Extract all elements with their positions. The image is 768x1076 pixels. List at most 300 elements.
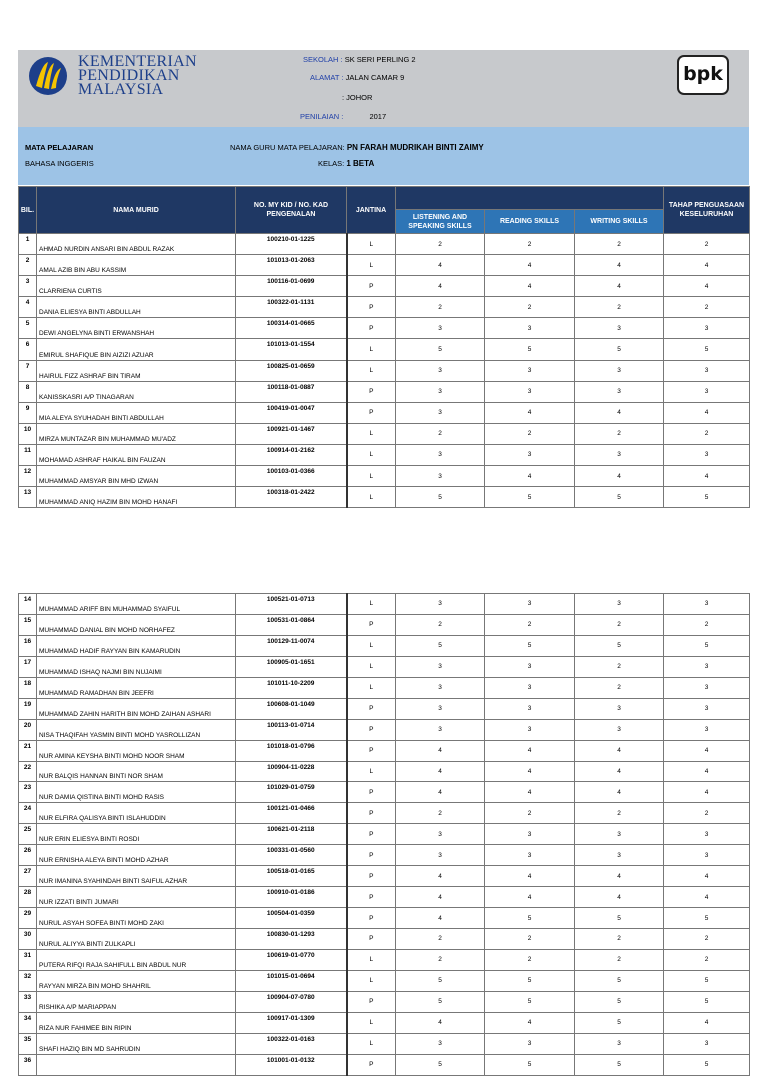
cell-writing: 4 bbox=[575, 276, 664, 297]
cell-listening: 4 bbox=[396, 255, 485, 276]
cell-reading: 3 bbox=[485, 444, 575, 465]
cell-jantina: L bbox=[347, 423, 396, 444]
cell-bil: 3 bbox=[19, 276, 37, 297]
cell-kid: 100210-01-1225 bbox=[236, 234, 347, 255]
cell-listening: 3 bbox=[396, 402, 485, 423]
cell-writing: 3 bbox=[575, 360, 664, 381]
cell-jantina: L bbox=[347, 656, 396, 677]
cell-tahap: 5 bbox=[664, 970, 750, 991]
cell-jantina: P bbox=[347, 614, 396, 635]
col-header-nama: NAMA MURID bbox=[37, 187, 236, 234]
cell-kid: 100322-01-0163 bbox=[236, 1033, 347, 1054]
cell-tahap: 5 bbox=[664, 635, 750, 656]
cell-writing: 2 bbox=[575, 677, 664, 698]
cell-listening: 2 bbox=[396, 614, 485, 635]
cell-listening: 4 bbox=[396, 761, 485, 782]
bpk-logo: bpk bbox=[677, 55, 729, 95]
cell-nama: RIZA NUR FAHIMEE BIN RIPIN bbox=[37, 1012, 236, 1033]
cell-reading: 5 bbox=[485, 991, 575, 1012]
cell-nama: NUR AMINA KEYSHA BINTI MOHD NOOR SHAM bbox=[37, 740, 236, 761]
col-header-reading: READING SKILLS bbox=[485, 210, 575, 234]
cell-nama: MUHAMMAD HADIF RAYYAN BIN KAMARUDIN bbox=[37, 635, 236, 656]
cell-reading: 2 bbox=[485, 297, 575, 318]
cell-listening: 3 bbox=[396, 698, 485, 719]
cell-tahap: 3 bbox=[664, 656, 750, 677]
cell-reading: 2 bbox=[485, 949, 575, 970]
cell-bil: 9 bbox=[19, 402, 37, 423]
table-row bbox=[19, 991, 750, 1012]
cell-nama: AHMAD NURDIN ANSARI BIN ABDUL RAZAK bbox=[37, 234, 236, 255]
cell-kid: 100914-01-2162 bbox=[236, 444, 347, 465]
cell-jantina: P bbox=[347, 782, 396, 803]
kpm-logo-text: KEMENTERIAN PENDIDIKAN MALAYSIA bbox=[78, 53, 197, 98]
cell-bil: 1 bbox=[19, 234, 37, 255]
cell-listening: 3 bbox=[396, 466, 485, 487]
cell-jantina: P bbox=[347, 908, 396, 929]
cell-bil: 11 bbox=[19, 444, 37, 465]
cell-writing: 3 bbox=[575, 845, 664, 866]
table-row bbox=[19, 360, 750, 381]
cell-writing: 3 bbox=[575, 444, 664, 465]
cell-kid: 100921-01-1467 bbox=[236, 423, 347, 444]
cell-bil: 6 bbox=[19, 339, 37, 360]
cell-listening: 4 bbox=[396, 276, 485, 297]
cell-kid: 100322-01-1131 bbox=[236, 297, 347, 318]
cell-listening: 3 bbox=[396, 719, 485, 740]
table-row bbox=[19, 949, 750, 970]
cell-writing: 2 bbox=[575, 234, 664, 255]
cell-bil: 33 bbox=[19, 991, 37, 1012]
cell-nama: DEWI ANGELYNA BINTI ERWANSHAH bbox=[37, 318, 236, 339]
cell-bil: 32 bbox=[19, 970, 37, 991]
cell-writing: 4 bbox=[575, 740, 664, 761]
cell-jantina: P bbox=[347, 803, 396, 824]
cell-jantina: P bbox=[347, 318, 396, 339]
cell-jantina: P bbox=[347, 698, 396, 719]
cell-jantina: P bbox=[347, 402, 396, 423]
sekolah-line: SEKOLAH : SK SERI PERLING 2 bbox=[303, 55, 416, 64]
cell-bil: 21 bbox=[19, 740, 37, 761]
cell-nama: MOHAMAD ASHRAF HAIKAL BIN FAUZAN bbox=[37, 444, 236, 465]
subject-band bbox=[18, 127, 749, 185]
table-row bbox=[19, 381, 750, 402]
table-row bbox=[19, 677, 750, 698]
cell-listening: 2 bbox=[396, 297, 485, 318]
cell-tahap: 4 bbox=[664, 740, 750, 761]
cell-reading: 4 bbox=[485, 761, 575, 782]
cell-nama: NUR ERIN ELIESYA BINTI ROSDI bbox=[37, 824, 236, 845]
cell-tahap: 4 bbox=[664, 866, 750, 887]
cell-tahap: 5 bbox=[664, 908, 750, 929]
cell-nama: SHAFI HAZIQ BIN MD SAHRUDIN bbox=[37, 1033, 236, 1054]
cell-reading: 5 bbox=[485, 635, 575, 656]
cell-jantina: P bbox=[347, 276, 396, 297]
cell-bil: 20 bbox=[19, 719, 37, 740]
cell-listening: 2 bbox=[396, 423, 485, 444]
cell-kid: 100830-01-1293 bbox=[236, 929, 347, 950]
cell-tahap: 2 bbox=[664, 297, 750, 318]
cell-reading: 3 bbox=[485, 594, 575, 615]
table-row bbox=[19, 402, 750, 423]
cell-jantina: P bbox=[347, 824, 396, 845]
cell-nama: RAYYAN MIRZA BIN MOHD SHAHRIL bbox=[37, 970, 236, 991]
cell-reading: 2 bbox=[485, 234, 575, 255]
table-row bbox=[19, 255, 750, 276]
cell-reading: 3 bbox=[485, 318, 575, 339]
cell-listening: 3 bbox=[396, 360, 485, 381]
cell-writing: 4 bbox=[575, 761, 664, 782]
cell-tahap: 4 bbox=[664, 887, 750, 908]
cell-listening: 4 bbox=[396, 1012, 485, 1033]
cell-tahap: 4 bbox=[664, 402, 750, 423]
cell-reading: 3 bbox=[485, 824, 575, 845]
cell-jantina: L bbox=[347, 360, 396, 381]
cell-tahap: 3 bbox=[664, 444, 750, 465]
student-table-page2 bbox=[18, 593, 750, 1076]
cell-tahap: 2 bbox=[664, 614, 750, 635]
cell-bil: 7 bbox=[19, 360, 37, 381]
cell-listening: 2 bbox=[396, 949, 485, 970]
cell-listening: 5 bbox=[396, 339, 485, 360]
cell-reading: 3 bbox=[485, 719, 575, 740]
cell-jantina: L bbox=[347, 949, 396, 970]
cell-writing: 3 bbox=[575, 698, 664, 719]
cell-nama: MIA ALEYA SYUHADAH BINTI ABDULLAH bbox=[37, 402, 236, 423]
kelas-line: KELAS: 1 BETA bbox=[318, 159, 375, 168]
cell-listening: 3 bbox=[396, 318, 485, 339]
cell-jantina: L bbox=[347, 761, 396, 782]
penilaian-line: PENILAIAN : 2017 bbox=[300, 112, 387, 121]
cell-reading: 4 bbox=[485, 1012, 575, 1033]
student-table-page1 bbox=[18, 186, 750, 508]
cell-reading: 3 bbox=[485, 656, 575, 677]
cell-kid: 100608-01-1049 bbox=[236, 698, 347, 719]
cell-nama: PUTERA RIFQI RAJA SAHIFULL BIN ABDUL NUR bbox=[37, 949, 236, 970]
cell-writing: 2 bbox=[575, 929, 664, 950]
cell-kid: 100314-01-0665 bbox=[236, 318, 347, 339]
cell-listening: 5 bbox=[396, 991, 485, 1012]
mata-pelajaran-value: BAHASA INGGERIS bbox=[25, 159, 94, 168]
cell-kid: 100129-11-0074 bbox=[236, 635, 347, 656]
cell-bil: 26 bbox=[19, 845, 37, 866]
table-row bbox=[19, 740, 750, 761]
cell-reading: 3 bbox=[485, 1033, 575, 1054]
cell-listening: 5 bbox=[396, 970, 485, 991]
cell-bil: 19 bbox=[19, 698, 37, 719]
cell-jantina: P bbox=[347, 1054, 396, 1075]
cell-bil: 14 bbox=[19, 594, 37, 615]
cell-nama: HAIRUL FIZZ ASHRAF BIN TIRAM bbox=[37, 360, 236, 381]
cell-bil: 23 bbox=[19, 782, 37, 803]
cell-tahap: 5 bbox=[664, 487, 750, 508]
cell-jantina: P bbox=[347, 845, 396, 866]
table-row bbox=[19, 761, 750, 782]
cell-jantina: L bbox=[347, 339, 396, 360]
cell-kid: 100825-01-0659 bbox=[236, 360, 347, 381]
cell-nama: EMIRUL SHAFIQUE BIN AIZIZI AZUAR bbox=[37, 339, 236, 360]
cell-tahap: 5 bbox=[664, 1054, 750, 1075]
cell-jantina: L bbox=[347, 487, 396, 508]
cell-reading: 4 bbox=[485, 402, 575, 423]
cell-bil: 15 bbox=[19, 614, 37, 635]
cell-bil: 29 bbox=[19, 908, 37, 929]
cell-kid: 100531-01-0864 bbox=[236, 614, 347, 635]
cell-tahap: 5 bbox=[664, 991, 750, 1012]
cell-kid: 100917-01-1309 bbox=[236, 1012, 347, 1033]
cell-tahap: 4 bbox=[664, 276, 750, 297]
cell-nama: RISHIKA A/P MARIAPPAN bbox=[37, 991, 236, 1012]
cell-bil: 36 bbox=[19, 1054, 37, 1075]
cell-reading: 4 bbox=[485, 740, 575, 761]
cell-nama: KANISSKASRI A/P TINAGARAN bbox=[37, 381, 236, 402]
cell-reading: 5 bbox=[485, 339, 575, 360]
table-row bbox=[19, 234, 750, 255]
cell-jantina: L bbox=[347, 635, 396, 656]
col-header-skills-group bbox=[396, 187, 664, 210]
cell-kid: 100910-01-0186 bbox=[236, 887, 347, 908]
cell-jantina: P bbox=[347, 740, 396, 761]
cell-listening: 3 bbox=[396, 677, 485, 698]
cell-kid: 100904-07-0780 bbox=[236, 991, 347, 1012]
cell-bil: 5 bbox=[19, 318, 37, 339]
table-row bbox=[19, 1012, 750, 1033]
cell-listening: 4 bbox=[396, 740, 485, 761]
cell-kid: 100904-11-0228 bbox=[236, 761, 347, 782]
cell-tahap: 4 bbox=[664, 761, 750, 782]
cell-bil: 12 bbox=[19, 466, 37, 487]
cell-jantina: L bbox=[347, 677, 396, 698]
cell-bil: 22 bbox=[19, 761, 37, 782]
cell-jantina: P bbox=[347, 297, 396, 318]
cell-writing: 5 bbox=[575, 487, 664, 508]
cell-reading: 4 bbox=[485, 276, 575, 297]
col-header-writing: WRITING SKILLS bbox=[575, 210, 664, 234]
cell-listening: 2 bbox=[396, 929, 485, 950]
cell-bil: 30 bbox=[19, 929, 37, 950]
cell-jantina: L bbox=[347, 970, 396, 991]
cell-writing: 5 bbox=[575, 635, 664, 656]
cell-kid: 100103-01-0366 bbox=[236, 466, 347, 487]
cell-nama: MUHAMMAD ANIQ HAZIM BIN MOHD HANAFI bbox=[37, 487, 236, 508]
guru-line: NAMA GURU MATA PELAJARAN: PN FARAH MUDRIKAH BINTI ZAIMY bbox=[230, 143, 484, 152]
table-row bbox=[19, 339, 750, 360]
cell-nama: NUR ELFIRA QALISYA BINTI ISLAHUDDIN bbox=[37, 803, 236, 824]
cell-writing: 2 bbox=[575, 656, 664, 677]
cell-listening: 3 bbox=[396, 845, 485, 866]
cell-kid: 100621-01-2118 bbox=[236, 824, 347, 845]
school-header bbox=[18, 50, 749, 127]
cell-jantina: L bbox=[347, 594, 396, 615]
cell-tahap: 3 bbox=[664, 698, 750, 719]
table-row bbox=[19, 614, 750, 635]
cell-kid: 101011-10-2209 bbox=[236, 677, 347, 698]
cell-reading: 4 bbox=[485, 466, 575, 487]
cell-tahap: 3 bbox=[664, 1033, 750, 1054]
cell-jantina: P bbox=[347, 991, 396, 1012]
cell-bil: 13 bbox=[19, 487, 37, 508]
cell-writing: 4 bbox=[575, 466, 664, 487]
col-header-jantina: JANTINA bbox=[347, 187, 396, 234]
cell-bil: 2 bbox=[19, 255, 37, 276]
cell-listening: 4 bbox=[396, 782, 485, 803]
cell-tahap: 2 bbox=[664, 949, 750, 970]
cell-jantina: L bbox=[347, 255, 396, 276]
cell-writing: 3 bbox=[575, 1033, 664, 1054]
cell-kid: 101013-01-1554 bbox=[236, 339, 347, 360]
cell-bil: 25 bbox=[19, 824, 37, 845]
cell-writing: 3 bbox=[575, 381, 664, 402]
cell-writing: 4 bbox=[575, 866, 664, 887]
cell-bil: 27 bbox=[19, 866, 37, 887]
cell-tahap: 4 bbox=[664, 255, 750, 276]
cell-writing: 2 bbox=[575, 614, 664, 635]
table-row bbox=[19, 487, 750, 508]
cell-listening: 4 bbox=[396, 887, 485, 908]
cell-writing: 4 bbox=[575, 887, 664, 908]
cell-kid: 100318-01-2422 bbox=[236, 487, 347, 508]
cell-tahap: 2 bbox=[664, 423, 750, 444]
cell-kid: 100118-01-0887 bbox=[236, 381, 347, 402]
cell-nama: DANIA ELIESYA BINTI ABDULLAH bbox=[37, 297, 236, 318]
cell-bil: 24 bbox=[19, 803, 37, 824]
cell-reading: 4 bbox=[485, 782, 575, 803]
cell-kid: 100619-01-0770 bbox=[236, 949, 347, 970]
cell-listening: 5 bbox=[396, 1054, 485, 1075]
cell-tahap: 3 bbox=[664, 824, 750, 845]
table-row bbox=[19, 1054, 750, 1075]
cell-listening: 2 bbox=[396, 803, 485, 824]
cell-tahap: 3 bbox=[664, 318, 750, 339]
cell-writing: 2 bbox=[575, 803, 664, 824]
table-row bbox=[19, 782, 750, 803]
cell-nama bbox=[37, 1054, 236, 1075]
cell-nama: NURUL ASYAH SOFEA BINTI MOHD ZAKI bbox=[37, 908, 236, 929]
cell-kid: 101015-01-0694 bbox=[236, 970, 347, 991]
cell-tahap: 5 bbox=[664, 339, 750, 360]
col-header-bil: BIL. bbox=[19, 187, 37, 234]
cell-jantina: L bbox=[347, 234, 396, 255]
cell-jantina: P bbox=[347, 719, 396, 740]
alamat-line: ALAMAT : JALAN CAMAR 9 bbox=[310, 73, 405, 82]
cell-listening: 4 bbox=[396, 908, 485, 929]
table-row bbox=[19, 635, 750, 656]
cell-tahap: 3 bbox=[664, 845, 750, 866]
cell-writing: 3 bbox=[575, 824, 664, 845]
cell-kid: 100121-01-0466 bbox=[236, 803, 347, 824]
cell-tahap: 3 bbox=[664, 677, 750, 698]
table-row bbox=[19, 970, 750, 991]
cell-nama: NISA THAQIFAH YASMIN BINTI MOHD YASROLLIZAN bbox=[37, 719, 236, 740]
cell-listening: 2 bbox=[396, 234, 485, 255]
cell-nama: NUR ERNISHA ALEYA BINTI MOHD AZHAR bbox=[37, 845, 236, 866]
cell-listening: 3 bbox=[396, 381, 485, 402]
cell-writing: 5 bbox=[575, 908, 664, 929]
cell-bil: 8 bbox=[19, 381, 37, 402]
col-header-kid: NO. MY KID / NO. KAD PENGENALAN bbox=[236, 187, 347, 234]
cell-bil: 18 bbox=[19, 677, 37, 698]
cell-nama: MUHAMMAD ISHAQ NAJMI BIN NUJAIMI bbox=[37, 656, 236, 677]
cell-bil: 28 bbox=[19, 887, 37, 908]
cell-tahap: 4 bbox=[664, 466, 750, 487]
cell-jantina: P bbox=[347, 381, 396, 402]
cell-nama: CLARRIENA CURTIS bbox=[37, 276, 236, 297]
mata-pelajaran-label: MATA PELAJARAN bbox=[25, 143, 94, 152]
cell-listening: 5 bbox=[396, 635, 485, 656]
cell-reading: 3 bbox=[485, 845, 575, 866]
cell-bil: 35 bbox=[19, 1033, 37, 1054]
cell-kid: 101001-01-0132 bbox=[236, 1054, 347, 1075]
cell-tahap: 4 bbox=[664, 1012, 750, 1033]
cell-reading: 4 bbox=[485, 866, 575, 887]
cell-tahap: 2 bbox=[664, 234, 750, 255]
cell-writing: 4 bbox=[575, 782, 664, 803]
cell-writing: 5 bbox=[575, 1054, 664, 1075]
cell-tahap: 3 bbox=[664, 594, 750, 615]
cell-tahap: 3 bbox=[664, 719, 750, 740]
cell-tahap: 3 bbox=[664, 360, 750, 381]
cell-jantina: L bbox=[347, 466, 396, 487]
cell-reading: 5 bbox=[485, 908, 575, 929]
cell-writing: 2 bbox=[575, 423, 664, 444]
cell-tahap: 2 bbox=[664, 929, 750, 950]
cell-jantina: P bbox=[347, 866, 396, 887]
cell-reading: 2 bbox=[485, 803, 575, 824]
cell-nama: MUHAMMAD RAMADHAN BIN JEEFRI bbox=[37, 677, 236, 698]
cell-kid: 101018-01-0796 bbox=[236, 740, 347, 761]
cell-reading: 5 bbox=[485, 970, 575, 991]
cell-nama: AMAL AZIB BIN ABU KASSIM bbox=[37, 255, 236, 276]
table-row bbox=[19, 845, 750, 866]
cell-writing: 5 bbox=[575, 339, 664, 360]
alamat-line-2: : JOHOR bbox=[342, 93, 373, 102]
table-row bbox=[19, 908, 750, 929]
table-row bbox=[19, 297, 750, 318]
table-row bbox=[19, 803, 750, 824]
table-row bbox=[19, 929, 750, 950]
cell-listening: 3 bbox=[396, 444, 485, 465]
cell-writing: 3 bbox=[575, 594, 664, 615]
cell-reading: 4 bbox=[485, 255, 575, 276]
table-row bbox=[19, 698, 750, 719]
cell-kid: 100518-01-0165 bbox=[236, 866, 347, 887]
cell-kid: 101029-01-0759 bbox=[236, 782, 347, 803]
cell-nama: NUR DAMIA QISTINA BINTI MOHD RASIS bbox=[37, 782, 236, 803]
table-row bbox=[19, 318, 750, 339]
cell-writing: 3 bbox=[575, 719, 664, 740]
table-row bbox=[19, 594, 750, 615]
cell-bil: 4 bbox=[19, 297, 37, 318]
table-row bbox=[19, 466, 750, 487]
cell-reading: 3 bbox=[485, 677, 575, 698]
table-row bbox=[19, 719, 750, 740]
cell-nama: MUHAMMAD ZAHIN HARITH BIN MOHD ZAIHAN ASHARI bbox=[37, 698, 236, 719]
cell-kid: 100419-01-0047 bbox=[236, 402, 347, 423]
cell-writing: 5 bbox=[575, 991, 664, 1012]
cell-jantina: P bbox=[347, 929, 396, 950]
cell-tahap: 2 bbox=[664, 803, 750, 824]
cell-nama: MUHAMMAD DANIAL BIN MOHD NORHAFEZ bbox=[37, 614, 236, 635]
cell-writing: 4 bbox=[575, 255, 664, 276]
cell-bil: 17 bbox=[19, 656, 37, 677]
table-row bbox=[19, 824, 750, 845]
cell-jantina: P bbox=[347, 887, 396, 908]
cell-nama: NUR IMANINA SYAHINDAH BINTI SAIFUL AZHAR bbox=[37, 866, 236, 887]
cell-writing: 5 bbox=[575, 970, 664, 991]
cell-listening: 5 bbox=[396, 487, 485, 508]
cell-bil: 10 bbox=[19, 423, 37, 444]
cell-writing: 4 bbox=[575, 402, 664, 423]
table-row bbox=[19, 866, 750, 887]
